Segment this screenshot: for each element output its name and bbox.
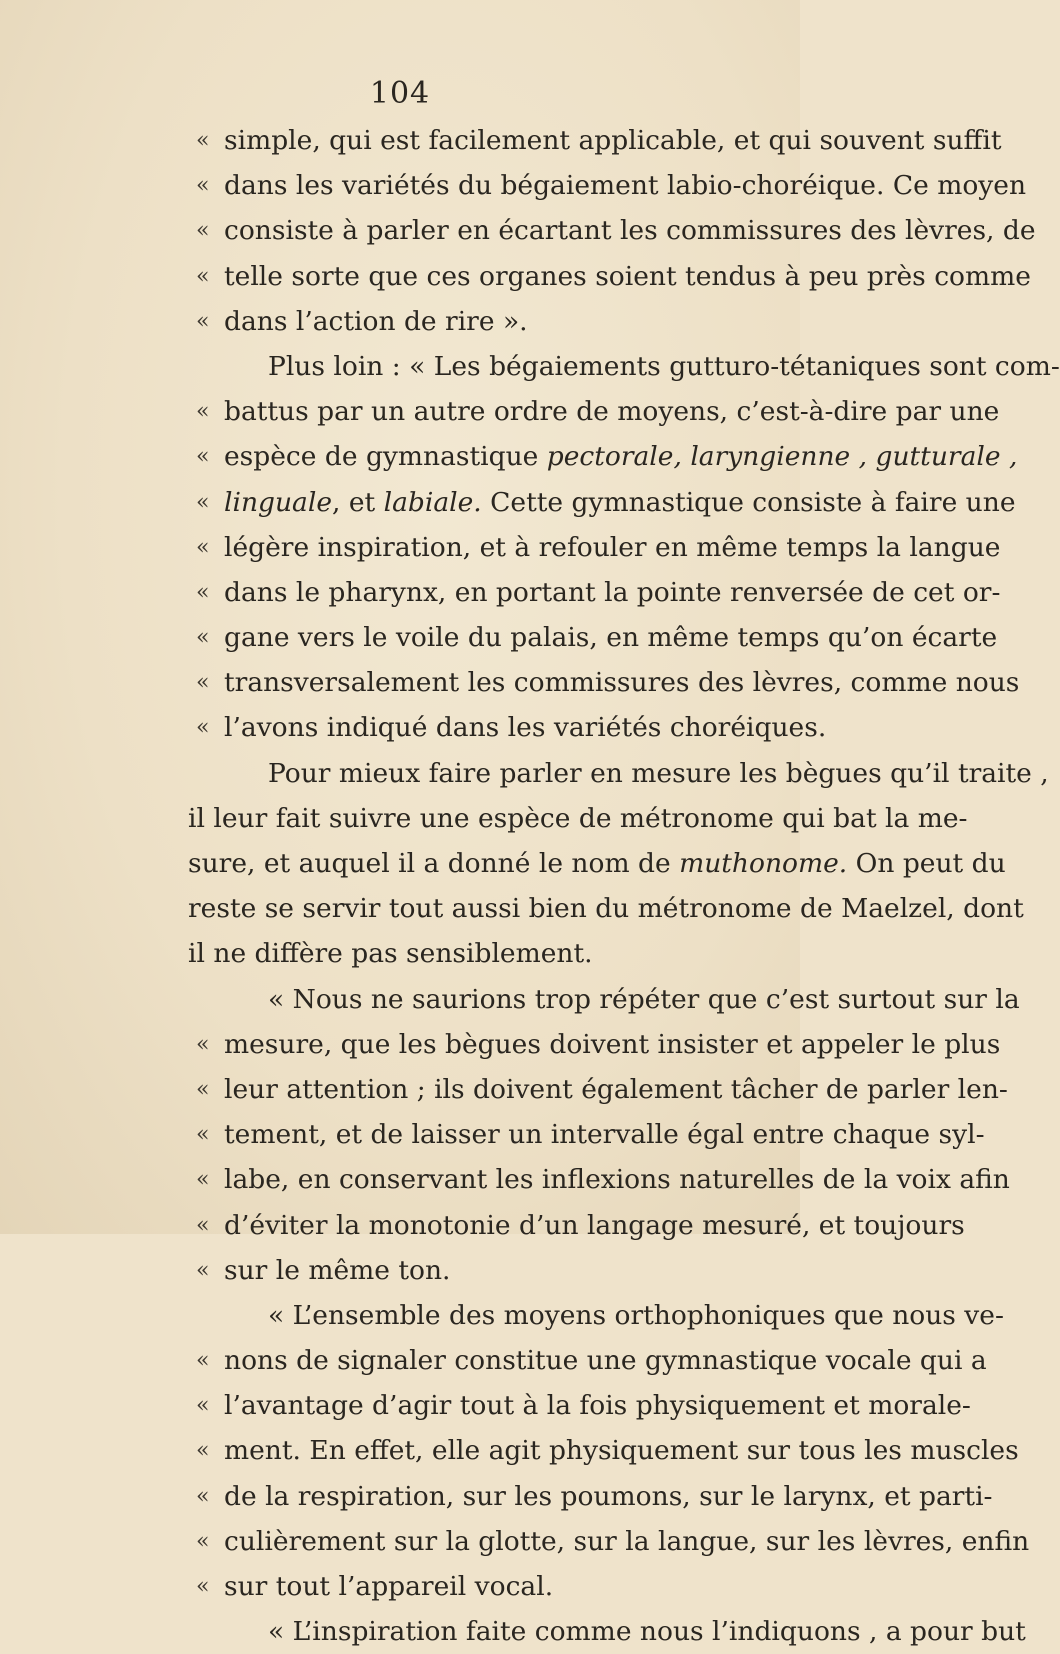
text-segment: « L’inspiration faite comme nous l’indiquons , a pour but bbox=[268, 1616, 1026, 1648]
line-text bbox=[224, 570, 1001, 615]
line-text bbox=[268, 751, 1049, 796]
text-segment: de la respiration, sur les poumons, sur le larynx, et parti- bbox=[224, 1480, 993, 1512]
line-text bbox=[188, 841, 1006, 886]
text-segment: sure, et auquel il a donné le nom de bbox=[188, 848, 680, 879]
text-segment: On peut du bbox=[847, 848, 1006, 879]
line-text bbox=[224, 1428, 1019, 1473]
quote-mark: « bbox=[196, 128, 210, 153]
line-text bbox=[268, 344, 1060, 389]
quote-mark: « bbox=[196, 489, 210, 515]
text-segment: dans les variétés du bégaiement labio-choréique. Ce moyen bbox=[224, 170, 1027, 202]
text-line bbox=[0, 660, 1020, 705]
text-line bbox=[0, 796, 968, 841]
line-text bbox=[224, 163, 1027, 208]
text-line bbox=[0, 886, 1024, 931]
body-text bbox=[0, 118, 1060, 1654]
text-line bbox=[0, 1248, 800, 1293]
line-text bbox=[224, 660, 1020, 705]
quote-mark: « bbox=[196, 715, 210, 741]
text-segment: mesure, que les bègues doivent insister et appeler le plus bbox=[224, 1028, 1001, 1060]
text-line bbox=[0, 344, 1060, 389]
line-text bbox=[268, 1293, 1004, 1338]
text-line bbox=[0, 1383, 971, 1428]
text-line bbox=[0, 1067, 1008, 1112]
text-line bbox=[0, 1293, 1004, 1338]
line-text bbox=[224, 1383, 971, 1428]
quote-mark: « bbox=[196, 1122, 210, 1148]
text-segment: Cette gymnastique consiste à faire une bbox=[481, 486, 1016, 518]
line-text bbox=[188, 886, 1024, 931]
quote-mark: « bbox=[196, 1076, 210, 1102]
line-text bbox=[224, 118, 1002, 163]
line-text bbox=[224, 1248, 782, 1293]
quote-mark: « bbox=[196, 308, 210, 334]
text-segment: simple, qui est facilement applicable, et qui souvent suffit bbox=[224, 125, 1002, 156]
line-text bbox=[224, 1157, 1010, 1202]
italic-text: muthonome. bbox=[679, 848, 848, 879]
text-line bbox=[0, 751, 1049, 796]
text-line bbox=[0, 705, 827, 750]
page-number: 104 bbox=[369, 76, 431, 111]
line-text bbox=[224, 389, 1000, 434]
line-text bbox=[224, 525, 1001, 570]
line-text bbox=[224, 254, 1031, 299]
line-text bbox=[224, 1519, 1030, 1564]
text-segment: Pour mieux faire parler en mesure les bègues qu’il traite , bbox=[268, 757, 1049, 789]
quote-mark: « bbox=[196, 1212, 210, 1238]
text-segment: « L’ensemble des moyens orthophoniques que nous ve- bbox=[268, 1299, 1004, 1331]
text-segment: l’avons indiqué dans les variétés choréiques. bbox=[224, 712, 827, 744]
text-segment: légère inspiration, et à refouler en même temps la langue bbox=[224, 531, 1001, 563]
line-text bbox=[224, 705, 827, 750]
text-segment: l’avantage d’agir tout à la fois physiquement et morale- bbox=[224, 1390, 971, 1422]
text-segment: « Nous ne saurions trop répéter que c’est surtout sur la bbox=[268, 983, 1020, 1015]
line-text bbox=[224, 1474, 993, 1519]
text-segment: , et bbox=[332, 486, 384, 518]
quote-mark: « bbox=[196, 1348, 210, 1374]
text-line bbox=[0, 389, 1000, 434]
text-segment: il leur fait suivre une espèce de métronome qui bat la me- bbox=[188, 802, 968, 834]
text-line bbox=[0, 299, 800, 344]
quote-mark: « bbox=[196, 1574, 210, 1599]
text-segment: leur attention ; ils doivent également tâcher de parler len- bbox=[224, 1073, 1008, 1105]
text-segment: dans le pharynx, en portant la pointe renversée de cet or- bbox=[224, 576, 1001, 608]
text-line bbox=[0, 841, 1006, 886]
text-segment: Plus loin : « Les bégaiements gutturo-tétaniques sont com- bbox=[268, 350, 1060, 382]
text-line bbox=[0, 1519, 1030, 1564]
text-line bbox=[0, 1428, 1019, 1473]
text-segment: transversalement les commissures des lèvres, comme nous bbox=[224, 667, 1020, 699]
quote-mark: « bbox=[196, 1438, 210, 1464]
text-line bbox=[0, 615, 998, 660]
text-segment: nons de signaler constitue une gymnastique vocale qui a bbox=[224, 1345, 987, 1377]
text-segment: espèce de gymnastique bbox=[224, 441, 547, 473]
text-line bbox=[0, 525, 1001, 570]
line-text bbox=[224, 299, 782, 344]
text-line bbox=[0, 480, 1016, 525]
line-text bbox=[224, 434, 1018, 479]
text-line bbox=[0, 570, 1001, 615]
quote-mark: « bbox=[196, 218, 210, 244]
quote-mark: « bbox=[196, 1257, 210, 1283]
quote-mark: « bbox=[196, 1167, 210, 1193]
quote-mark: « bbox=[196, 263, 210, 289]
text-segment: sur le même ton. bbox=[224, 1254, 451, 1286]
quote-mark: « bbox=[196, 670, 210, 696]
text-line bbox=[0, 1474, 993, 1519]
quote-mark: « bbox=[196, 1483, 210, 1509]
text-line bbox=[0, 1157, 1010, 1202]
line-text bbox=[224, 1022, 1001, 1067]
text-line bbox=[0, 1564, 800, 1609]
text-line bbox=[0, 1609, 1026, 1654]
text-segment: telle sorte que ces organes soient tendus à peu près comme bbox=[224, 260, 1031, 292]
line-text bbox=[188, 931, 782, 976]
text-segment: il ne diffère pas sensiblement. bbox=[188, 938, 593, 970]
text-line bbox=[0, 931, 800, 976]
line-text bbox=[224, 480, 1016, 525]
text-segment: battus par un autre ordre de moyens, c’est-à-dire par une bbox=[224, 396, 1000, 428]
text-segment: labe, en conservant les inflexions naturelles de la voix afin bbox=[224, 1164, 1010, 1196]
quote-mark: « bbox=[196, 1393, 210, 1419]
italic-text: labiale. bbox=[383, 486, 482, 518]
line-text bbox=[224, 208, 1036, 253]
text-segment: reste se servir tout aussi bien du métronome de Maelzel, dont bbox=[188, 893, 1024, 925]
text-segment: consiste à parler en écartant les commissures des lèvres, de bbox=[224, 215, 1036, 247]
line-text bbox=[224, 1564, 782, 1609]
text-line bbox=[0, 977, 1020, 1022]
text-segment: sur tout l’appareil vocal. bbox=[224, 1571, 554, 1602]
text-line bbox=[0, 1022, 1001, 1067]
text-line bbox=[0, 163, 1027, 208]
text-segment: ment. En effet, elle agit physiquement sur tous les muscles bbox=[224, 1435, 1019, 1467]
text-line bbox=[0, 118, 1002, 163]
line-text bbox=[224, 1067, 1008, 1112]
line-text bbox=[268, 977, 1020, 1022]
text-line bbox=[0, 434, 1018, 479]
line-text bbox=[224, 1112, 985, 1157]
text-line bbox=[0, 1203, 965, 1248]
line-text bbox=[224, 615, 998, 660]
line-text bbox=[224, 1338, 987, 1383]
text-segment: gane vers le voile du palais, en même temps qu’on écarte bbox=[224, 622, 998, 654]
quote-mark: « bbox=[196, 534, 210, 560]
italic-text: pectorale, laryngienne , gutturale , bbox=[546, 441, 1018, 473]
text-line bbox=[0, 208, 1036, 253]
line-text bbox=[224, 1203, 965, 1248]
text-line bbox=[0, 1338, 987, 1383]
text-segment: d’éviter la monotonie d’un langage mesuré, et toujours bbox=[224, 1209, 965, 1241]
italic-text: linguale bbox=[224, 486, 333, 518]
text-segment: culièrement sur la glotte, sur la langue, sur les lèvres, enfin bbox=[224, 1525, 1030, 1557]
text-segment: tement, et de laisser un intervalle égal entre chaque syl- bbox=[224, 1119, 985, 1151]
text-segment: dans l’action de rire ». bbox=[224, 305, 528, 337]
quote-mark: « bbox=[196, 1031, 210, 1057]
quote-mark: « bbox=[196, 579, 210, 605]
text-line bbox=[0, 1112, 985, 1157]
quote-mark: « bbox=[196, 399, 210, 425]
quote-mark: « bbox=[196, 1528, 210, 1554]
quote-mark: « bbox=[196, 173, 210, 199]
quote-mark: « bbox=[196, 444, 210, 470]
line-text bbox=[268, 1609, 1026, 1654]
line-text bbox=[188, 796, 968, 841]
text-line bbox=[0, 254, 1031, 299]
quote-mark: « bbox=[196, 625, 210, 651]
